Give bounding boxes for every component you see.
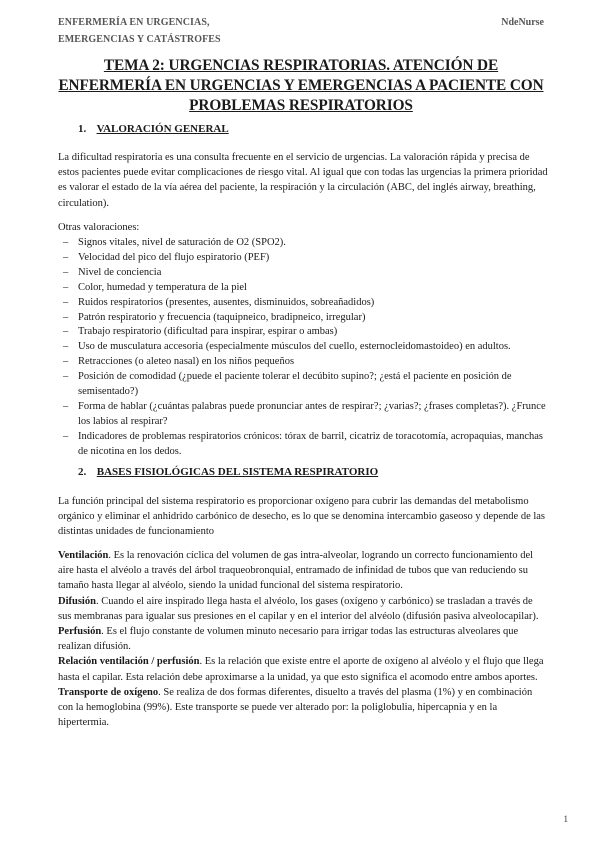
section-1-heading [78,122,229,136]
list-item: – Retracciones (o aleteo nasal) en los niños pequeños [63,356,295,368]
header-course-line1: ENFERMERÍA EN URGENCIAS, [58,17,210,28]
section-title: BASES FISIOLÓGICAS DEL SISTEMA RESPIRATORIO [96,466,379,478]
definition-difusion: Difusión. Cuando el aire inspirado llega hasta el alvéolo, los gases (oxígeno y carbónico) se trasladan a través de sus membranas para igualar sus presiones en el capilar y en el interior del alvéolo (difusión pasiva alveolocapilar). [58,595,539,622]
definitions [58,548,548,730]
header-course [58,14,221,48]
header-author: NdeNurse [501,17,544,28]
section-1-intro: La dificultad respiratoria es una consulta frecuente en el servicio de urgencias. La valoración rápida y precisa de estos pacientes puede evitar complicaciones de riesgo vital. Al igual que con todas las urgencias la primera prioridad es valorar el estado de la vía aérea del paciente, la respiración y la circulación (ABC, del inglés airway, breathing, circulation). [58,152,548,209]
list-item: – Forma de hablar (¿cuántas palabras puede pronunciar antes de respirar?; ¿varias?; ¿frases completas?). ¿Frunce los labios al respirar? [63,400,546,427]
definition-relacion-vq: Relación ventilación / perfusión. Es la relación que existe entre el aporte de oxígeno al alvéolo y el flujo que llega hasta el capilar. Esta relación debe aproximarse a la unidad, ya que esto significa el acomodo entre ambos aportes. [58,656,544,683]
definition-perfusion: Perfusión. Es el flujo constante de volumen minuto necesario para irrigar todas las estructuras alveolares que realizan difusión. [58,626,519,653]
definition-ventilacion: Ventilación. Es la renovación cíclica del volumen de gas intra-alveolar, logrando un correcto funcionamiento del aire hasta el alvéolo a través del árbol traqueobronquial, entramado de infinidad de tubos que van reduciendo su tamaño hasta llegar al alvéolo, siendo la unidad funcional del sistema respiratorio. [58,550,534,592]
header-course-line2: EMERGENCIAS Y CATÁSTROFES [58,34,221,45]
list-item: – Uso de musculatura accesoria (especialmente músculos del cuello, esternocleidomastoideo) en adultos. [63,341,511,353]
list-title: Otras valoraciones: [58,222,140,233]
list-item: – Indicadores de problemas respiratorios crónicos: tórax de barril, cicatriz de toracotomía, acropaquias, manchas de nicotina en los dedos. [63,430,544,457]
list-item: – Velocidad del pico del flujo espiratorio (PEF) [63,251,270,263]
section-2-heading [78,465,378,479]
section-title: VALORACIÓN GENERAL [96,123,229,135]
list-item: – Nivel de conciencia [63,266,162,278]
page-number: 1 [563,814,568,824]
list-item: – Patrón respiratorio y frecuencia (taquipneico, bradipneico, irregular) [63,311,366,323]
list-item: – Posición de comodidad (¿puede el paciente tolerar el decúbito supino?; ¿está el paciente en posición de semisentado?) [63,371,512,398]
list-item: – Ruidos respiratorios (presentes, ausentes, disminuidos, sobreañadidos) [63,296,375,308]
section-2-intro: La función principal del sistema respiratorio es proporcionar oxígeno para cubrir las demandas del metabolismo orgánico y eliminar el anhidrido carbónico de desecho, es lo que se denomina intercambio gaseoso y depende de las distintas unidades de funcionamiento [58,496,546,538]
list-item: – Trabajo respiratorio (dificultad para inspirar, espirar o ambas) [63,326,338,338]
list-item: – Color, humedad y temperatura de la piel [63,281,247,293]
definition-transporte-oxigeno: Transporte de oxígeno. Se realiza de dos formas diferentes, disuelto a través del plasma (1%) y en combinación con la hemoglobina (99%). Este transporte se puede ver alterado por: la poliglobulia, hipercapnia y en la hipertermia. [58,686,533,729]
list-item: – Signos vitales, nivel de saturación de O2 (SPO2). [63,237,286,248]
document-title: TEMA 2: URGENCIAS RESPIRATORIAS. ATENCIÓN DE ENFERMERÍA EN URGENCIAS Y EMERGENCIAS A PACIENTE CON PROBLEMAS RESPIRATORIOS [58,57,544,114]
assessment-list [58,236,548,460]
section-number: 1. [78,123,87,135]
section-number: 2. [78,466,87,478]
